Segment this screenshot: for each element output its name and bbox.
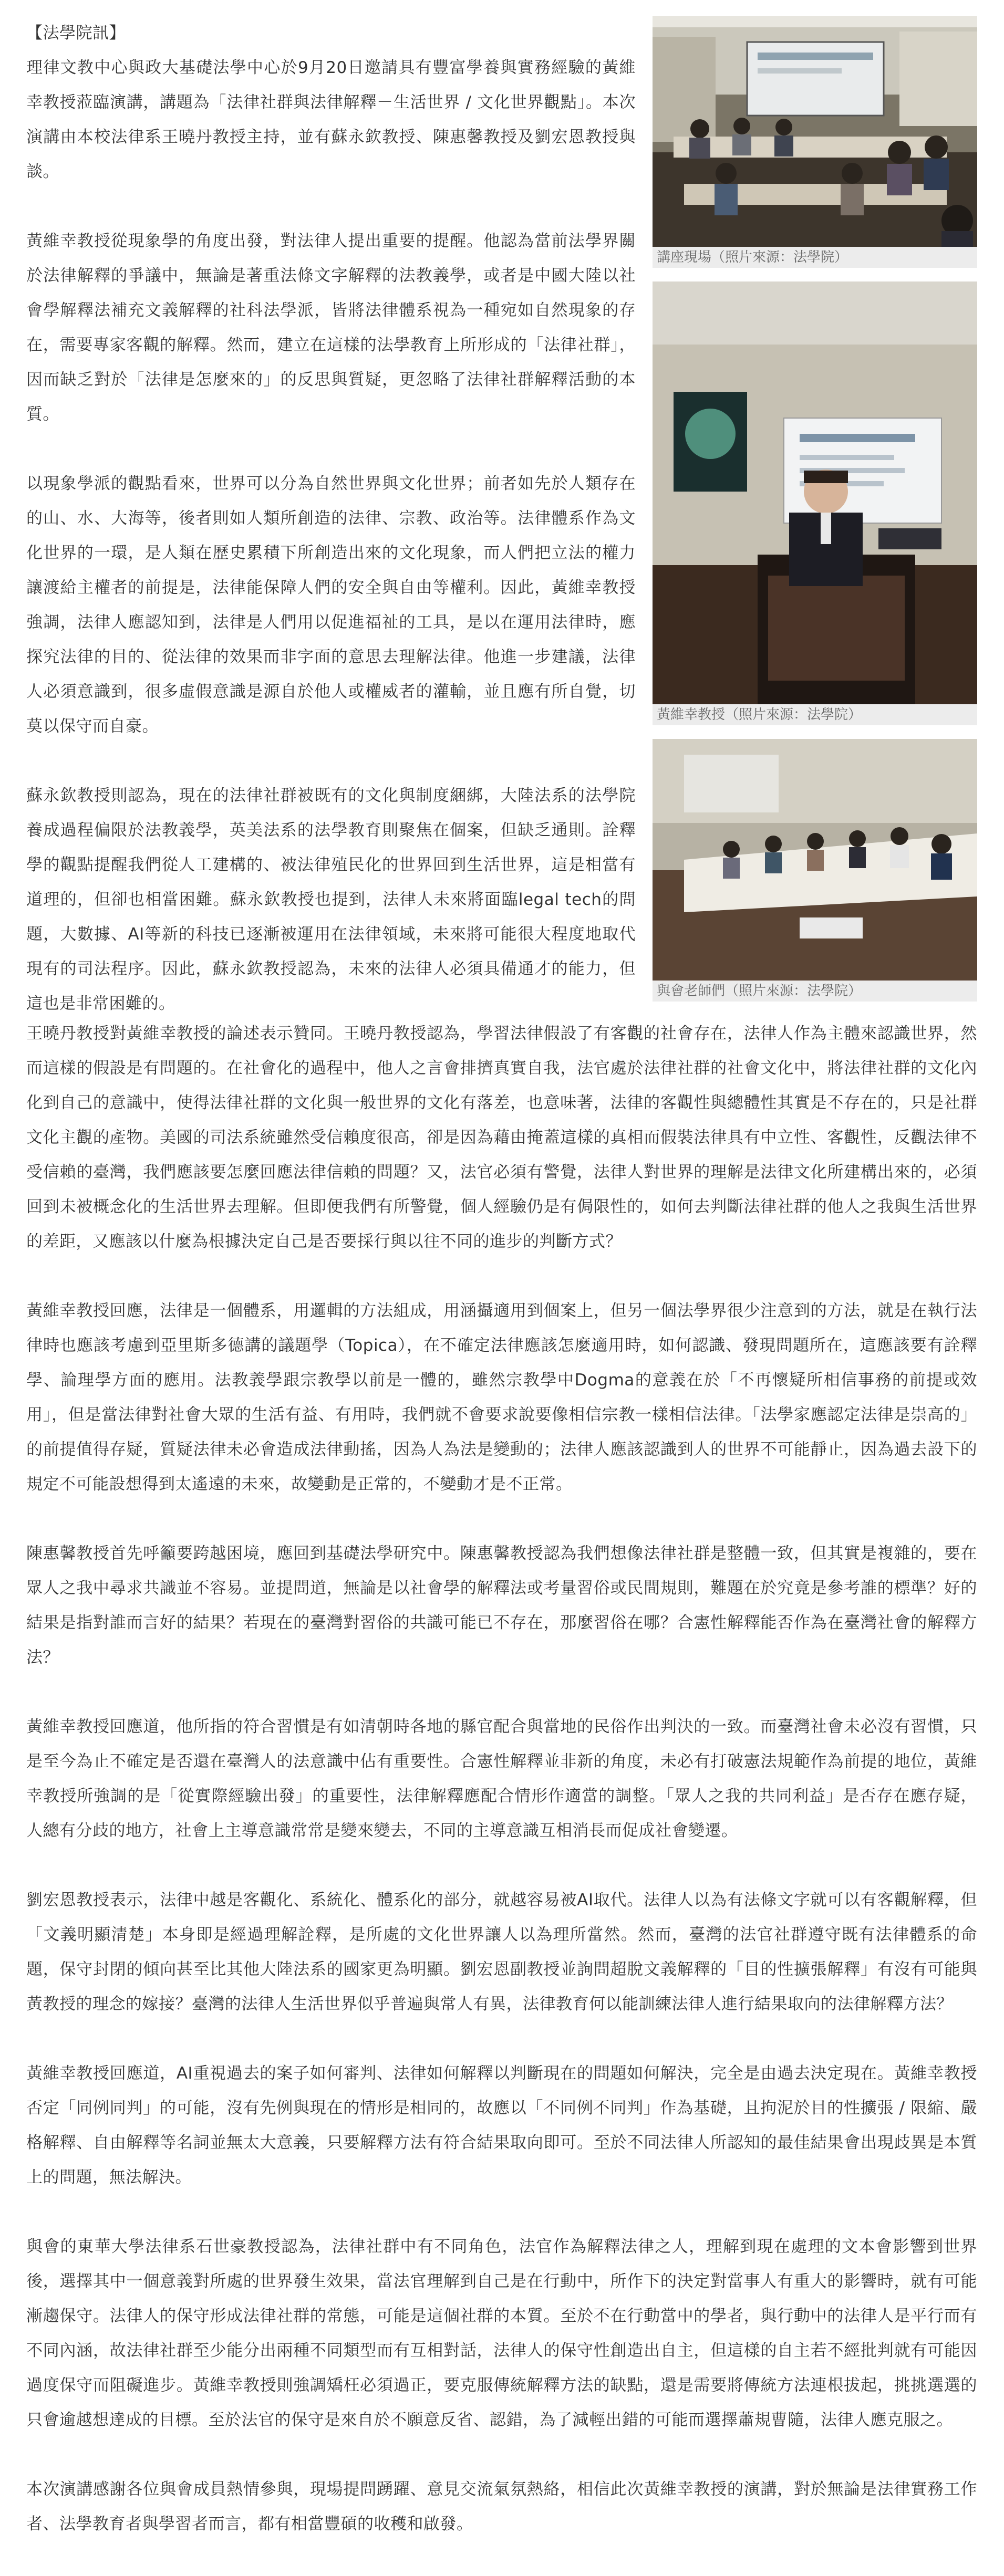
professor-huang-photo [653,281,977,704]
intro-paragraph: 【法學院訊】 理律文教中心與政大基礎法學中心於9月20日邀請具有豐富學養與實務經驗的黃維幸教授蒞臨演講，講題為「法律社群與法律解釋－生活世界 / 文化世界觀點」。本次演講由本校法律系王曉丹教授主持，並有蘇永欽教授、陳惠馨教授及劉宏恩教授與談。 [26,24,636,181]
figure-caption: 講座現場（照片來源：法學院） [653,247,977,268]
paragraph: 以現象學派的觀點看來，世界可以分為自然世界與文化世界；前者如先於人類存在的山、水、大海等，後者則如人類所創造的法律、宗教、政治等。法律體系作為文化世界的一環，是人類在歷史累積下所創造出來的文化現象，而人們把立法的權力讓渡給主權者的前提是，法律能保障人們的安全與自由等權利。因此，黃維幸教授強調，法律人應認知到，法律是人們用以促進福祉的工具，是以在運用法律時，應探究法律的目的、從法律的效果而非字面的意思去理解法律。他進一步建議，法律人必須意識到，很多虛假意識是源自於他人或權威者的灌輸，並且應有所自覺，切莫以保守而自豪。 [26,474,636,736]
lecture-venue-photo [653,16,977,247]
paragraph: 黃維幸教授從現象學的角度出發，對法律人提出重要的提醒。他認為當前法學界關於法律解釋的爭議中，無論是著重法條文字解釋的法教義學，或者是中國大陸以社會學解釋法補充文義解釋的社科法學派，皆將法律體系視為一種宛如自然現象的存在，需要專家客觀的解釋。然而，建立在這樣的法學教育上所形成的「法律社群」，因而缺乏對於「法律是怎麼來的」的反思與質疑，更忽略了法律社群解釋活動的本質。 [26,232,636,424]
figure-professor-huang [653,281,977,725]
figure-lecture-venue [653,16,977,268]
paragraph: 蘇永欽教授則認為，現在的法律社群被既有的文化與制度綑綁，大陸法系的法學院養成過程偏限於法教義學，英美法系的法學教育則聚焦在個案，但缺乏通則。詮釋學的觀點提醒我們從人工建構的、被法律殖民化的世界回到生活世界，這是相當有道理的，但卻也相當困難。蘇永欽教授也提到，法律人未來將面臨legal tech的問題，大數據、AI等新的科技已逐漸被運用在法律領域，未來將可能很大程度地取代現有的司法程序。因此，蘇永欽教授認為，未來的法律人必須具備通才的能力，但這也是非常困難的。 [26,786,636,1013]
article-bottom-section [26,1016,977,2541]
article-top-section [26,16,977,1016]
closing-paragraph: 本次演講感謝各位與會成員熱情參與，現場提問踴躍、意見交流氣氛熱絡，相信此次黃維幸教授的演講，對於無論是法律實務工作者、法學教育者與學習者而言，都有相當豐碩的收穫和啟發。 [26,2480,977,2533]
article-left-column [26,16,636,1021]
photo-column [653,16,977,1015]
paragraph: 黃維幸教授回應，法律是一個體系，用邏輯的方法組成，用涵攝適用到個案上，但另一個法學界很少注意到的方法，就是在執行法律時也應該考慮到亞里斯多德講的議題學（Topica），在不確定法律應該怎麼適用時，如何認識、發現問題所在，這應該要有詮釋學、論理學方面的應用。法教義學跟宗教學以前是一體的，雖然宗教學中Dogma的意義在於「不再懷疑所相信事務的前提或效用」，但是當法律對社會大眾的生活有益、有用時，我們就不會要求說要像相信宗教一樣相信法律。「法學家應認定法律是崇高的」的前提值得存疑，質疑法律未必會造成法律動搖，因為人為法是變動的；法律人應該認識到人的世界不可能靜止，因為過去設下的規定不可能設想得到太遙遠的未來，故變動是正常的，不變動才是不正常。 [26,1301,977,1494]
paragraph: 劉宏恩教授表示，法律中越是客觀化、系統化、體系化的部分，就越容易被AI取代。法律人以為有法條文字就可以有客觀解釋，但「文義明顯清楚」本身即是經過理解詮釋，是所處的文化世界讓人以為理所當然。然而，臺灣的法官社群遵守既有法律體系的命題，保守封閉的傾向甚至比其他大陸法系的國家更為明顯。劉宏恩副教授並詢問超脫文義解釋的「目的性擴張解釋」有沒有可能與黃教授的理念的嫁接？臺灣的法律人生活世界似乎普遍與常人有異，法律教育何以能訓練法律人進行結果取向的法律解釋方法？ [26,1891,977,2014]
figure-attending-teachers [653,739,977,1002]
article [26,16,977,2533]
paragraph: 黃維幸教授回應道，AI重視過去的案子如何審判、法律如何解釋以判斷現在的問題如何解決，完全是由過去決定現在。黃維幸教授否定「同例同判」的可能，沒有先例與現在的情形是相同的，故應以「不同例不同判」作為基礎，且拘泥於目的性擴張 / 限縮、嚴格解釋、自由解釋等名詞並無太大意義，只要解釋方法有符合結果取向即可。至於不同法律人所認知的最佳結果會出現歧異是本質上的問題，無法解決。 [26,2064,977,2187]
paragraph: 黃維幸教授回應道，他所指的符合習慣是有如清朝時各地的縣官配合與當地的民俗作出判決的一致。而臺灣社會未必沒有習慣，只是至今為止不確定是否還在臺灣人的法意識中佔有重要性。合憲性解釋並非新的角度，未必有打破憲法規範作為前提的地位，黃維幸教授所強調的是「從實際經驗出發」的重要性，法律解釋應配合情形作適當的調整。「眾人之我的共同利益」是否存在應存疑，人總有分歧的地方，社會上主導意識常常是變來變去，不同的主導意識互相消長而促成社會變遷。 [26,1717,977,1840]
paragraph: 陳惠馨教授首先呼籲要跨越困境，應回到基礎法學研究中。陳惠馨教授認為我們想像法律社群是整體一致，但其實是複雜的，要在眾人之我中尋求共識並不容易。並提問道，無論是以社會學的解釋法或考量習俗或民間規則，難題在於究竟是參考誰的標準？好的結果是指對誰而言好的結果？若現在的臺灣對習俗的共識可能已不存在，那麼習俗在哪？合憲性解釋能否作為在臺灣社會的解釋方法？ [26,1544,977,1667]
figure-caption: 黃維幸教授（照片來源：法學院） [653,704,977,725]
paragraph: 與會的東華大學法律系石世豪教授認為，法律社群中有不同角色，法官作為解釋法律之人，理解到現在處理的文本會影響到世界後，選擇其中一個意義對所處的世界發生效果，當法官理解到自己是在行動中，所作下的決定對當事人有重大的影響時，就有可能漸趨保守。法律人的保守形成法律社群的常態，可能是這個社群的本質。至於不在行動當中的學者，與行動中的法律人是平行而有不同內涵，故法律社群至少能分出兩種不同類型而有互相對話，法律人的保守性創造出自主，但這樣的自主若不經批判就有可能因過度保守而阻礙進步。黃維幸教授則強調矯枉必須過正，要克服傳統解釋方法的缺點，還是需要將傳統方法連根拔起，挑挑選選的只會逾越想達成的目標。至於法官的保守是來自於不願意反省、認錯，為了減輕出錯的可能而選擇蕭規曹隨，法律人應克服之。 [26,2237,977,2429]
figure-caption: 與會老師們（照片來源：法學院） [653,981,977,1002]
attending-teachers-photo [653,739,977,981]
paragraph: 王曉丹教授對黃維幸教授的論述表示贊同。王曉丹教授認為，學習法律假設了有客觀的社會存在，法律人作為主體來認識世界，然而這樣的假設是有問題的。在社會化的過程中，他人之言會排擠真實自我，法官處於法律社群的社會文化中，將法律社群的文化內化到自己的意識中，使得法律社群的文化與一般世界的文化有落差，也意味著，法律的客觀性與總體性其實是不存在的，只是社群文化主觀的產物。美國的司法系統雖然受信賴度很高，卻是因為藉由掩蓋這樣的真相而假裝法律具有中立性、客觀性，反觀法律不受信賴的臺灣，我們應該要怎麼回應法律信賴的問題？又，法官必須有警覺，法律人對世界的理解是法律文化所建構出來的，必須回到未被概念化的生活世界去理解。但即便我們有所警覺，個人經驗仍是有侷限性的，如何去判斷法律社群的他人之我與生活世界的差距，又應該以什麼為根據決定自己是否要採行與以往不同的進步的判斷方式？ [26,1024,977,1251]
